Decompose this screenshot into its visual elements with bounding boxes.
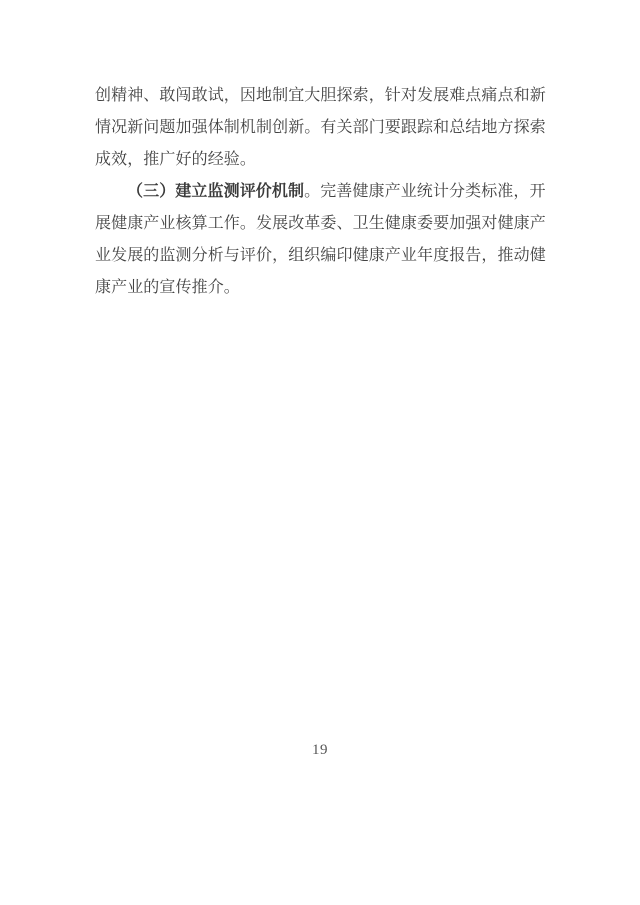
page-number: 19: [312, 742, 328, 758]
body-text: [95, 80, 547, 304]
text-line: 展健康产业核算工作。发展改革委、卫生健康委要加强对健康产: [95, 215, 546, 232]
text-line: 业发展的监测分析与评价，组织编印健康产业年度报告，推动健: [95, 247, 546, 264]
text-line: [95, 176, 547, 208]
paragraph-section-3: [95, 176, 547, 304]
section-heading: （三）建立监测评价机制: [127, 183, 305, 200]
text-line: 创精神、敢闯敢试，因地制宜大胆探索，针对发展难点痛点和新: [95, 87, 546, 104]
text-line: 成效，推广好的经验。: [95, 151, 257, 168]
paragraph-continuation: [95, 80, 547, 176]
section-heading-rest: 。完善健康产业统计分类标准，开: [304, 183, 546, 200]
text-line: 情况新问题加强体制机制创新。有关部门要跟踪和总结地方探索: [95, 119, 546, 136]
text-line: 康产业的宣传推介。: [95, 279, 240, 296]
